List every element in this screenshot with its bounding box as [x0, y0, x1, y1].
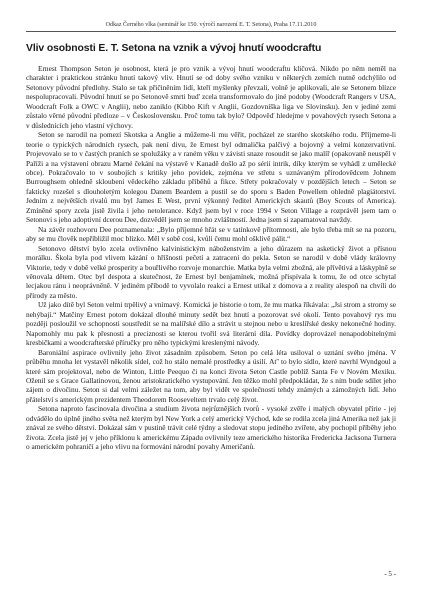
paragraph: Baroniální aspirace ovlivnily jeho život zásadním způsobem. Seton po celá léta usiloval o uznání svého jména. V průběhu mnoha let vystavěl několik sídel, což ho stálo nemalé prostředky a úsilí. Ať' to bylo sídlo, které navrhl Wyndgoul a které sám projektoval, nebo de Winton, Little Peequo či na konci života Seton Castle poblíž Santa Fe v Novém Mexiku. Oženil se s Grace Gallatinovou, ženou aristokratického vystupování. Jen těžko mohl předpokládat, že s ním bude sdílet jeho zájem o divočinu. Seton si dal velmi záležet na tom, aby byl vidět ve společnosti tehdy známých a zámožných lidí. Jeho přátelství s americkým prezidentem Theodorem Rooseveltem trvalo celý život.	[26, 347, 396, 404]
running-header	[26, 22, 396, 32]
paragraph: Setona naproto fascinovala divočina a studium života nejrůznějších tvorů - vysoké zvěře i malých obyvatel přírie - jej odvádělo do úplně jiného světa než kterým byl New York a celý americký Východ, kde se rodila zcela jiná Amerika než jak ji znával ze svého dětství. Dokázal sám v pustině trávit celé týdny a sledovat stopu jediného zvířete, aby pochopil příběhy jeho života. Zcela jistě jej v jeho příklonu k americkému Západu ovlivnily teze amerického historika Fredericka Jacksona Turnera o americkém pohraničí a jeho vlivu na formování národní povahy Američanů.	[26, 404, 396, 452]
paragraph: Seton se narodil na pomezí Skotska a Anglie a můžeme-li mu věřit, pocházel ze starého skotského rodu. Příjmeme-li teorie o typických národních rysech, pak není divu, že Ernest byl odmalička palčivý a bojovný a velmi konzervativní. Projevovalo se to v častých praních se spolužáky a v raném věku v závisti snaze rosoudit se jako malíř (opakovaně neuspěl v Paříži a na výstavení obrazu Marné čekání na výstavě v Kanadě došlo až po sérii intrik, díky kterým se vyhádl z umělecké obce). Pokračovalo to v soubojích s kritiky jeho povídek, zejména ve střetu s uznávaným přírodovědcem Johnem Burroughsem ohledně skloubení vědeckého základu příběhů a fikce. Střety pokračovaly v pozdějších letech – Seton se fakticky rozešel s dlouholetým kolegou Danem Beardem a pustil se do sporu s Baden Powellem ohledně plagiátorství. Jedním z největších rivalů mu byl James E West, první výkonný ředitel Amerických skautů (Boy Scouts of America). Zmíněné spory zcela jistě živila i jeho netolerance. Když jsem byl v roce 1994 v Seton Village a rozprávěl jsem tam o Setonovi s jeho adoptivní dcerou Dee, dozvěděl jsem se mnoho zvláštností. Jedna jsem si zapamatoval navždy.	[26, 130, 396, 225]
header-text: Odkaz Černého vlka (seminář ke 150. výročí narození E. T. Setona), Praha 17.11.2010	[105, 22, 317, 28]
paragraph: Už jako dítě byl Seton velmi trpělivý a vnímavý. Komická je historie o tom, že mu matka říkávala: „Jsi strom a stromy se nehýbají.“ Matčiny Ernest potom dokázal dlouhé minuty sedět bez hnutí a pozorovat své okolí. Tento povahový rys mu později posloužil ve schopnosti soustředit se na malířské dílo a strávit u stejnou nebo u kreslířské desky nekonečné hodiny. Napomohly mu pak k přesnosti a preciznosti se kterou tvořil svá literární díla. Povídky doprovázel nenapodobitelnými kresbičkami a woodcrafterské příručky pro něho typickými kreslenými návody.	[26, 300, 396, 348]
article-body	[26, 64, 396, 452]
article-title: Vliv osobnosti E. T. Setona na vznik a vývoj hnutí woodcraftu	[26, 43, 322, 54]
page-number: - 5 -	[384, 570, 396, 578]
paragraph: Na závěr rozhovoru Dee poznamenala: „Bylo příjemné hřát se v tatínkově přítomnosti, ale bylo třeba mít se na pozoru, aby se mu člověk nepříbližil moc blízko. Měl v sobě cosi, kvůli čemu mohl ošklivě pálit.“	[26, 224, 396, 244]
paragraph: Setonovo dětství bylo zcela ovlivněno kalvinistickým náboženstvím a jeho důrazem na asketický život a přísnou morálku. Škola byla pod vlivem kázání o hříšnosti pečetí a zatracení do pekla. Seton se narodil v době vlády královny Viktorie, tedy v době velké prosperity a bouřlivého rozvoje monarchie. Matka byla velmi zbožná, ale přívětivá a láskyplně se věnovala dětem. Otec byl despota a skutečnost, že Ernest byl benjamínek, možná přispívala k tomu, že od otce schytal lecjakou ránu i neoprávněně. V jediném příbodě to vyvolalo reakci a Ernest utíkal z domova a z reality alespoň na chvíli do přírody za město.	[26, 243, 396, 300]
paragraph: Ernest Thompson Seton je osobnost, která je pro vznik a vývoj hnutí woodcraftu klíčová. Nikdo po něm neměl na charakter i praktickou stránku hnutí takový vliv. Hnutí se od doby svého vzniku v některých zemích nutně odchýlilo od Setonovy původní předlohy. Stalo se tak přičiněním lidí, kteří myšlenky převzali, volně je aplikovali, ale se Setonem blízce nespolupracovali. Původní hnutí se po Setonově smrti bud' zcela transformovalo do jiné podoby (Woodcraft Rangers v USA, Woodcraft Folk a OWC v Anglii), nebo zaniklo (Kibbo Kift v Anglii, Gozdovníška liga ve Slovinsku). Jen v jediné zemi zůstalo věrné původní předloze – v Československu. Proč tomu tak bylo? Odpověď hledejme v povahových rysech Setona a v důslednících jeho vlastní výchovy.	[26, 64, 396, 130]
